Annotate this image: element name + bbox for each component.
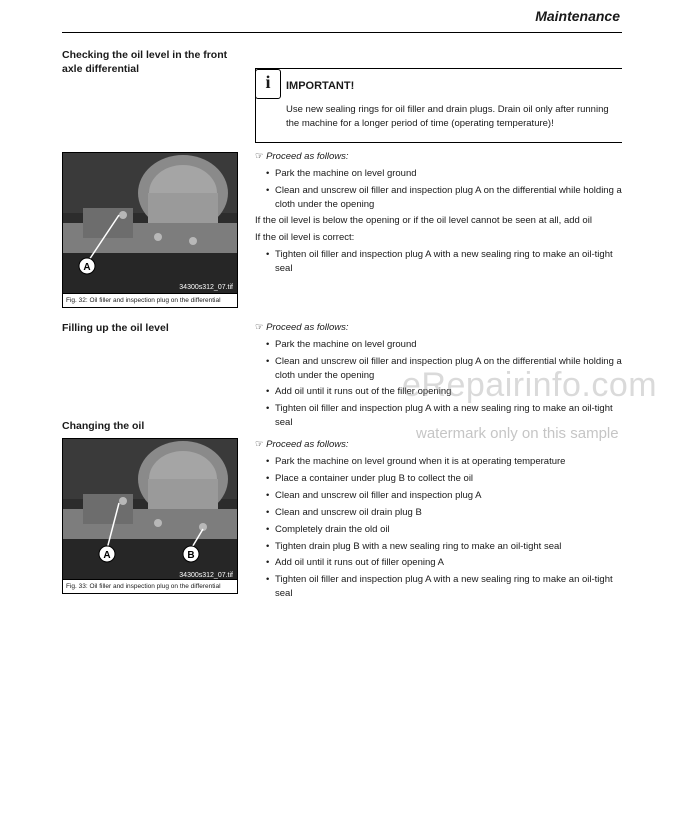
list-item: • Clean and unscrew oil filler and inspection plug A xyxy=(275,489,625,503)
list-item: • Add oil until it runs out of the filler opening xyxy=(275,385,625,399)
header-rule xyxy=(62,32,622,33)
figure-32-photo xyxy=(63,153,237,293)
proceed-label-3: ☞ Proceed as follows: xyxy=(255,439,349,450)
list-item: • Park the machine on level ground xyxy=(275,167,625,181)
section-heading-checking: Checking the oil level in the front axle differential xyxy=(62,49,228,75)
list-item: • Tighten oil filler and inspection plug A with a new sealing ring to make an oil-tight seal xyxy=(275,248,625,276)
list-item: • Clean and unscrew oil filler and inspection plug A on the differential while holding a cloth under the opening xyxy=(275,184,625,212)
list-item: • Tighten oil filler and inspection plug A with a new sealing ring to make an oil-tight seal xyxy=(275,573,625,601)
list-item: • Add oil until it runs out of filler opening A xyxy=(275,556,625,570)
label-a: A xyxy=(103,550,111,561)
important-top-rule xyxy=(255,68,622,69)
watermark-note: watermark only on this sample xyxy=(416,425,619,442)
list-item: • Completely drain the old oil xyxy=(275,523,625,537)
watermark-brand: eRepairinfo.com xyxy=(402,366,658,404)
figure-file-name: 34300s312_07.tif xyxy=(179,572,233,579)
label-b: B xyxy=(187,550,195,561)
list-item: • Tighten drain plug B with a new sealing ring to make an oil-tight seal xyxy=(275,540,625,554)
list-item: • Clean and unscrew oil filler and inspection plug A on the differential while holding a cloth under the opening xyxy=(275,355,625,383)
important-bottom-rule xyxy=(255,142,622,143)
figure-32-caption: Fig. 32: Oil filler and inspection plug on the differential xyxy=(63,293,237,307)
list-item: • Park the machine on level ground when it is at operating temperature xyxy=(275,455,625,469)
list-item: • Tighten oil filler and inspection plug A with a new sealing ring to make an oil-tight seal xyxy=(275,402,625,430)
list-item: • Park the machine on level ground xyxy=(275,338,625,352)
figure-file-name: 34300s312_07.tif xyxy=(179,284,233,291)
proceed-label-2: ☞ Proceed as follows: xyxy=(255,322,349,333)
figure-33-caption: Fig. 33: Oil filler and inspection plug on the differential xyxy=(63,579,237,593)
figure-33-photo xyxy=(63,439,237,579)
label-a: A xyxy=(83,262,91,273)
figure-32 xyxy=(62,152,238,308)
list-item: • Clean and unscrew oil drain plug B xyxy=(275,506,625,520)
section-heading-changing: Changing the oil xyxy=(62,420,145,432)
proceed-label-1: ☞ Proceed as follows: xyxy=(255,151,349,162)
info-icon: i xyxy=(255,69,281,99)
important-title: IMPORTANT! xyxy=(286,80,355,92)
note-oil-correct: If the oil level is correct: xyxy=(255,232,355,243)
page-title: Maintenance xyxy=(535,8,620,24)
list-item: • Place a container under plug B to collect the oil xyxy=(275,472,625,486)
important-text: Use new sealing rings for oil filler and drain plugs. Drain oil only after running the machine for a longer period of time (operating temperature)! xyxy=(286,104,609,129)
figure-33 xyxy=(62,438,238,594)
section-heading-filling: Filling up the oil level xyxy=(62,322,169,334)
note-oil-low: If the oil level is below the opening or if the oil level cannot be seen at all, add oil xyxy=(255,215,592,226)
